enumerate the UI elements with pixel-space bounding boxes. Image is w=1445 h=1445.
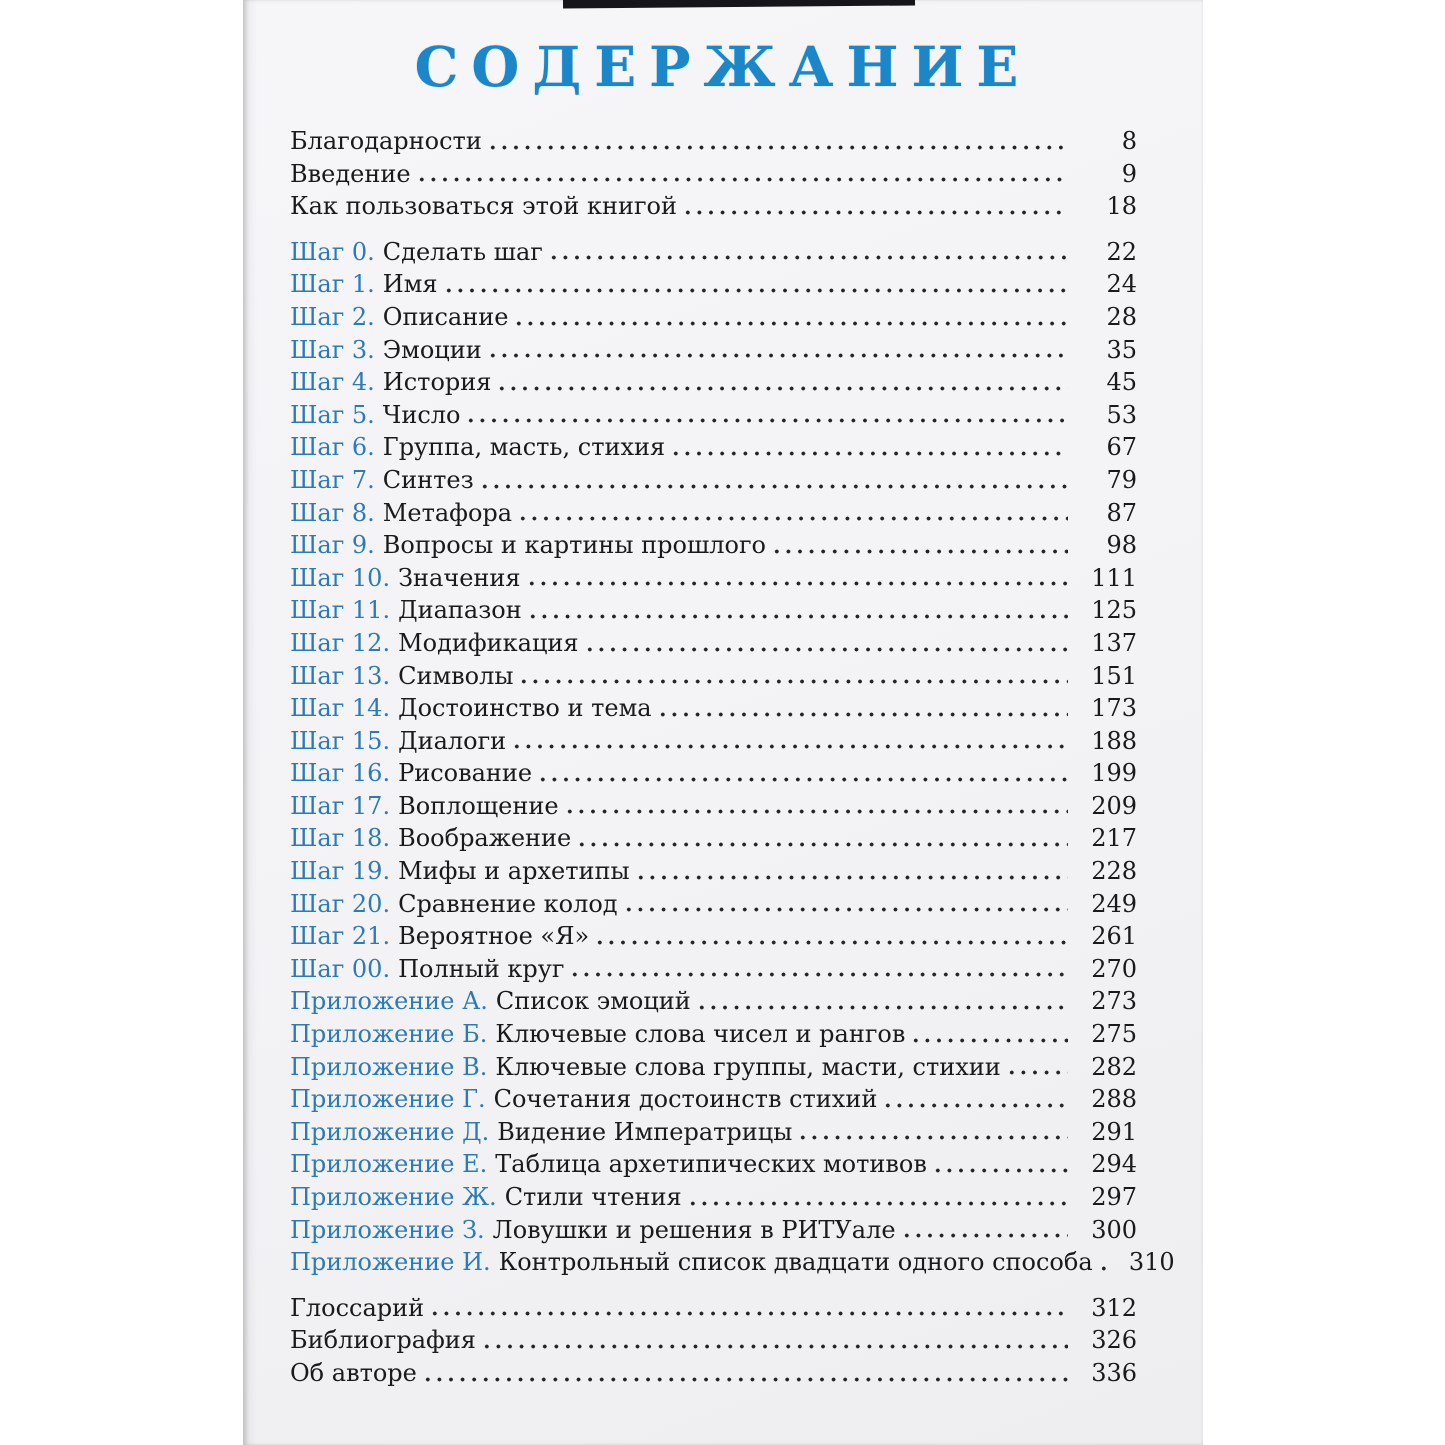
toc-entry <box>290 757 1137 790</box>
toc-entry-title: Полный круг <box>398 954 565 983</box>
toc-entry-prefix: Шаг 15. <box>290 726 391 755</box>
toc-entry-title: Сделать шаг <box>382 237 543 266</box>
page-edge-shadow <box>243 0 257 1445</box>
toc-entry-title: Число <box>382 400 461 429</box>
dot-leader <box>417 1357 1073 1390</box>
dot-leader <box>460 399 1073 432</box>
toc-entry-prefix: Шаг 18. <box>290 824 391 853</box>
toc-entry <box>290 529 1137 562</box>
toc-entry-title: Диапазон <box>398 596 522 625</box>
toc-entry-prefix: Приложение Г. <box>290 1085 486 1114</box>
toc-entry-page-number: 28 <box>1106 302 1137 331</box>
toc-entry-title: Ключевые слова группы, масти, стихии <box>495 1052 1001 1081</box>
toc-entry-prefix: Шаг 14. <box>290 694 391 723</box>
dot-leader <box>513 660 1073 693</box>
dot-leader <box>630 855 1073 888</box>
toc-entry-title: Символы <box>398 661 514 690</box>
toc-entry-title: Благодарности <box>290 127 482 155</box>
toc-entry-prefix: Шаг 5. <box>290 400 375 429</box>
toc-entry-page-number: 18 <box>1106 192 1137 221</box>
toc-title: СОДЕРЖАНИЕ <box>414 34 1032 99</box>
toc-entry-prefix: Шаг 11. <box>290 596 391 625</box>
toc-entry <box>290 725 1137 758</box>
dot-leader <box>506 725 1073 758</box>
toc-entry <box>290 125 1137 158</box>
toc-entry <box>290 627 1137 660</box>
toc-entry-page-number: 22 <box>1106 237 1137 266</box>
dot-leader <box>564 953 1073 986</box>
dot-leader <box>522 594 1073 627</box>
toc-entry <box>290 692 1137 725</box>
toc-entry-prefix: Приложение В. <box>290 1052 488 1081</box>
toc-entry-title: Сравнение колод <box>398 889 618 918</box>
toc-entry-title: Эмоции <box>382 335 482 364</box>
toc-entry-title: Воплощение <box>398 791 559 820</box>
toc-entry <box>290 855 1137 888</box>
dot-leader <box>508 301 1073 334</box>
toc-entry-title: Метафора <box>382 498 513 527</box>
dot-leader <box>677 190 1073 223</box>
dot-leader <box>652 692 1073 725</box>
toc-entry-title: Синтез <box>382 465 474 494</box>
toc-entry-title: Контрольный список двадцати одного способа <box>498 1248 1093 1277</box>
dot-leader <box>682 1181 1073 1214</box>
toc-entry-prefix: Шаг 20. <box>290 889 391 918</box>
toc-entry <box>290 1246 1175 1279</box>
toc-entry <box>290 431 1137 464</box>
dot-leader <box>476 1324 1073 1357</box>
toc-entry-page-number: 9 <box>1121 159 1137 188</box>
toc-entry-title: Таблица архетипических мотивов <box>495 1150 927 1179</box>
toc-entry-page-number: 326 <box>1091 1326 1137 1355</box>
toc-entry-title: Имя <box>382 270 438 299</box>
toc-entry-page-number: 228 <box>1091 857 1137 886</box>
toc-entry-page-number: 199 <box>1091 759 1137 788</box>
toc-entry-page-number: 125 <box>1091 596 1137 625</box>
toc-entry-prefix: Шаг 2. <box>290 302 375 331</box>
toc-entry <box>290 464 1137 497</box>
toc-entry-title: Стили чтения <box>504 1183 682 1211</box>
dot-leader <box>438 268 1073 301</box>
toc-entry-page-number: 137 <box>1091 628 1137 657</box>
toc-group-front-matter <box>290 125 1137 223</box>
toc-entry-page-number: 310 <box>1128 1248 1175 1277</box>
toc-entry-prefix: Приложение Е. <box>290 1150 488 1179</box>
toc-entry-title: Сочетания достоинств стихий <box>493 1085 878 1114</box>
dot-leader <box>579 627 1073 660</box>
toc-entry <box>290 1083 1137 1116</box>
toc-entry-prefix: Шаг 21. <box>290 922 391 951</box>
toc-entry-page-number: 273 <box>1091 987 1137 1016</box>
toc-entry-title: Описание <box>382 302 509 331</box>
toc-entry-page-number: 151 <box>1091 661 1137 690</box>
dot-leader <box>1001 1051 1073 1084</box>
toc-entry-page-number: 111 <box>1091 563 1137 592</box>
toc-entry-title: Достоинство и тема <box>398 694 652 723</box>
toc-entry-prefix: Шаг 00. <box>290 954 391 983</box>
toc-entry <box>290 1324 1137 1357</box>
toc-entry-prefix: Шаг 17. <box>290 791 391 820</box>
toc-group-back-matter <box>290 1292 1137 1390</box>
dot-leader <box>559 790 1073 823</box>
toc-entry <box>290 1018 1137 1051</box>
dot-leader <box>1093 1246 1111 1279</box>
dot-leader <box>491 366 1073 399</box>
toc-entry-page-number: 288 <box>1091 1085 1137 1114</box>
toc-entry-page-number: 53 <box>1106 400 1137 429</box>
toc-entry-title: Диалоги <box>398 726 507 755</box>
toc-entry-title: Видение Императрицы <box>497 1117 793 1146</box>
toc-entry-title: Мифы и архетипы <box>398 857 630 886</box>
toc-entry-title: Группа, масть, стихия <box>382 433 666 462</box>
dot-leader <box>589 920 1073 953</box>
toc-entry <box>290 562 1137 595</box>
toc-entry <box>290 594 1137 627</box>
dot-leader <box>543 236 1073 269</box>
dot-leader <box>521 562 1073 595</box>
toc-entry-prefix: Шаг 1. <box>290 270 375 299</box>
dot-leader <box>896 1214 1073 1247</box>
toc-entry-page-number: 261 <box>1091 922 1137 951</box>
toc-entry-page-number: 297 <box>1091 1183 1137 1211</box>
dot-leader <box>482 334 1073 367</box>
toc-entry-title: Значения <box>398 563 521 592</box>
toc-entry-page-number: 173 <box>1091 694 1137 723</box>
toc-entry <box>290 1116 1137 1149</box>
dot-leader <box>766 529 1073 562</box>
toc-entry-page-number: 270 <box>1091 954 1137 983</box>
toc-entry-title: Библиография <box>290 1326 476 1355</box>
toc-entry-page-number: 98 <box>1106 531 1137 560</box>
toc-entry-page-number: 300 <box>1091 1215 1137 1244</box>
toc-entry-title: Вероятное «Я» <box>398 922 590 951</box>
toc-entry-prefix: Шаг 19. <box>290 857 391 886</box>
toc-entry-prefix: Шаг 6. <box>290 433 375 462</box>
toc-entry-page-number: 249 <box>1091 889 1137 918</box>
toc-entry-title: Как пользоваться этой книгой <box>290 192 677 221</box>
toc-entry-page-number: 209 <box>1091 791 1137 820</box>
toc-group-steps <box>290 236 1137 986</box>
toc-entry-page-number: 87 <box>1106 498 1137 527</box>
toc-entry <box>290 497 1137 530</box>
book-page <box>243 0 1203 1445</box>
dot-leader <box>618 888 1073 921</box>
toc-entry-page-number: 24 <box>1106 270 1137 299</box>
toc-entry-prefix: Приложение А. <box>290 987 488 1016</box>
toc-entry-page-number: 35 <box>1106 335 1137 364</box>
toc-entry-prefix: Шаг 3. <box>290 335 375 364</box>
toc-entry-prefix: Приложение Б. <box>290 1020 488 1049</box>
dot-leader <box>877 1083 1073 1116</box>
toc-entry <box>290 1181 1137 1214</box>
table-of-contents <box>290 125 1175 1390</box>
toc-entry <box>290 822 1137 855</box>
toc-entry <box>290 236 1137 269</box>
toc-entry <box>290 158 1137 191</box>
toc-entry <box>290 301 1137 334</box>
toc-entry-page-number: 312 <box>1091 1293 1137 1322</box>
toc-entry-prefix: Шаг 16. <box>290 759 391 788</box>
toc-entry-prefix: Шаг 8. <box>290 498 375 527</box>
dot-leader <box>474 464 1073 497</box>
toc-entry-title: Модификация <box>398 628 579 657</box>
toc-entry <box>290 1148 1137 1181</box>
toc-entry-prefix: Шаг 12. <box>290 628 391 657</box>
dot-leader <box>482 125 1073 158</box>
dot-leader <box>532 757 1073 790</box>
toc-entry-prefix: Приложение Ж. <box>290 1183 497 1211</box>
toc-entry <box>290 985 1137 1018</box>
toc-entry-page-number: 188 <box>1091 726 1137 755</box>
toc-entry-page-number: 294 <box>1091 1150 1137 1179</box>
dot-leader <box>665 431 1073 464</box>
dot-leader <box>424 1292 1073 1325</box>
toc-entry <box>290 190 1137 223</box>
dot-leader <box>512 497 1073 530</box>
toc-entry <box>290 953 1137 986</box>
toc-entry-page-number: 336 <box>1091 1358 1137 1387</box>
toc-entry <box>290 790 1137 823</box>
toc-entry-prefix: Шаг 9. <box>290 531 375 560</box>
toc-entry-page-number: 67 <box>1106 433 1137 462</box>
toc-entry-prefix: Шаг 13. <box>290 661 391 690</box>
toc-entry-title: Вопросы и картины прошлого <box>382 531 766 560</box>
toc-entry-title: Глоссарий <box>290 1293 425 1322</box>
toc-entry-prefix: Шаг 4. <box>290 368 375 397</box>
toc-entry <box>290 1357 1137 1390</box>
toc-entry <box>290 399 1137 432</box>
toc-entry <box>290 660 1137 693</box>
toc-entry-page-number: 291 <box>1091 1117 1137 1146</box>
toc-entry-title: Об авторе <box>290 1358 417 1387</box>
toc-entry-title: Введение <box>290 159 411 188</box>
toc-entry-page-number: 282 <box>1091 1052 1137 1081</box>
toc-entry-page-number: 8 <box>1121 127 1137 155</box>
toc-entry-title: Рисование <box>398 759 533 788</box>
toc-entry-page-number: 217 <box>1091 824 1137 853</box>
toc-group-appendices <box>290 985 1175 1278</box>
toc-entry-prefix: Шаг 0. <box>290 237 375 266</box>
toc-entry-prefix: Приложение З. <box>290 1215 485 1244</box>
toc-entry-title: История <box>382 368 492 397</box>
toc-entry <box>290 1214 1137 1247</box>
toc-entry-title: Воображение <box>398 824 572 853</box>
toc-entry <box>290 1292 1137 1325</box>
toc-entry-prefix: Шаг 7. <box>290 465 375 494</box>
dot-leader <box>927 1148 1073 1181</box>
toc-entry <box>290 1051 1137 1084</box>
toc-entry-prefix: Приложение И. <box>290 1248 491 1277</box>
toc-entry-page-number: 79 <box>1106 465 1137 494</box>
toc-entry <box>290 334 1137 367</box>
dot-leader <box>411 158 1073 191</box>
dot-leader <box>905 1018 1073 1051</box>
toc-entry <box>290 366 1137 399</box>
toc-entry-title: Ключевые слова чисел и рангов <box>495 1020 906 1049</box>
toc-entry-prefix: Приложение Д. <box>290 1117 490 1146</box>
toc-entry-page-number: 275 <box>1091 1020 1137 1049</box>
toc-entry-prefix: Шаг 10. <box>290 563 391 592</box>
toc-entry <box>290 920 1137 953</box>
toc-entry-page-number: 45 <box>1106 368 1137 397</box>
dot-leader <box>691 985 1073 1018</box>
toc-entry <box>290 888 1137 921</box>
toc-entry-title: Список эмоций <box>495 987 691 1016</box>
dot-leader <box>571 822 1073 855</box>
toc-entry <box>290 268 1137 301</box>
toc-entry-title: Ловушки и решения в РИТУале <box>492 1215 896 1244</box>
dot-leader <box>792 1116 1073 1149</box>
